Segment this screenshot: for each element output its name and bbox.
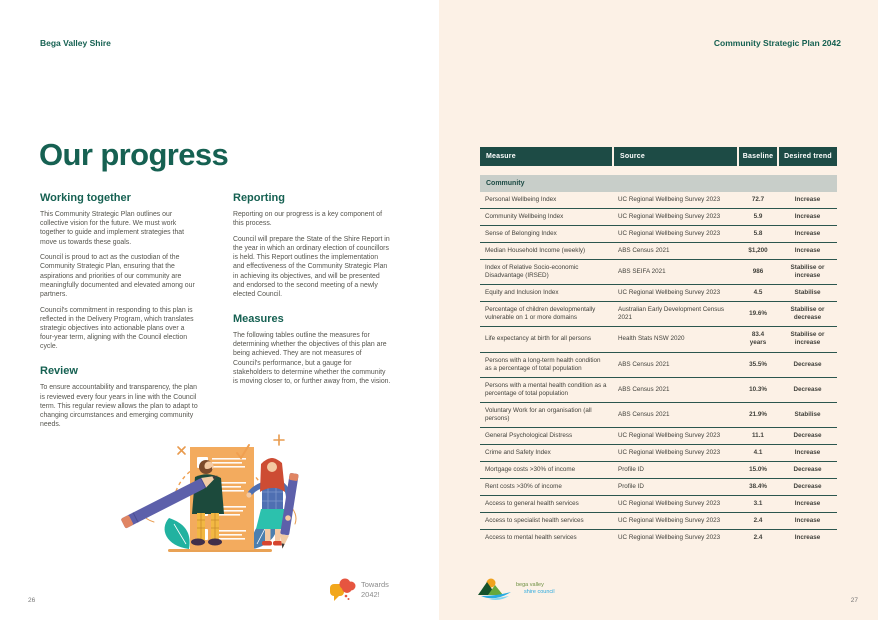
cell-source: Profile ID <box>613 478 738 495</box>
cell-baseline: $1,200 <box>738 243 778 260</box>
cell-measure: Median Household Income (weekly) <box>480 243 613 260</box>
cell-measure: General Psychological Distress <box>480 427 613 444</box>
cell-baseline: 35.5% <box>738 352 778 377</box>
cell-measure: Life expectancy at birth for all persons <box>480 327 613 352</box>
measures-table-body <box>480 166 837 546</box>
table-row <box>480 327 837 352</box>
council-logo-line2: shire council <box>524 589 555 595</box>
cell-source: UC Regional Wellbeing Survey 2023 <box>618 196 721 203</box>
cell-source: ABS Census 2021 <box>613 377 738 402</box>
table-row <box>480 243 837 260</box>
council-logo-line1: bega valley <box>516 582 544 589</box>
measures-table-wrap <box>480 147 837 546</box>
table-row <box>480 352 837 377</box>
table-row <box>480 427 837 444</box>
council-logo-text <box>516 582 555 596</box>
cell-trend: Increase <box>778 530 837 547</box>
cell-source: ABS Census 2021 <box>613 352 738 377</box>
cell-baseline: 5.8 <box>738 226 778 243</box>
cell-measure: Persons with a mental health condition as a percentage of total population <box>480 377 613 402</box>
section-reporting <box>233 192 391 299</box>
column-header-source: Source <box>613 147 738 166</box>
table-row <box>480 226 837 243</box>
cell-baseline: 83.4 years <box>738 327 778 352</box>
cell-baseline: 986 <box>738 260 778 285</box>
paragraph: Council is proud to act as the custodian of the Community Strategic Plan, ensuring that the aspirations and priorities of our community are meaningfully documented and elevated among our partners. <box>40 254 195 298</box>
cell-measure: Personal Wellbeing Index <box>485 196 557 203</box>
cell-source: UC Regional Wellbeing Survey 2023 <box>613 285 738 302</box>
cell-baseline: 2.4 <box>738 513 778 530</box>
paragraph: Council will prepare the State of the Shire Report in the year in which an ordinary election of councillors is held. This Report outlines the implementation and effectiveness of the Community Strategic Plan in achieving its objectives, and will be presented and endorsed to the second meeting of a newly elected Council. <box>233 235 390 298</box>
cell-trend: Decrease <box>778 461 837 478</box>
table-row <box>480 513 837 530</box>
cell-source: ABS Census 2021 <box>613 243 738 260</box>
cell-source: UC Regional Wellbeing Survey 2023 <box>613 530 738 547</box>
table-row <box>480 461 837 478</box>
cell-baseline: 15.0% <box>738 461 778 478</box>
cell-source: Profile ID <box>613 461 738 478</box>
column-1 <box>40 192 198 443</box>
table-row <box>480 495 837 512</box>
cell-measure: Community Wellbeing Index <box>480 209 613 226</box>
section-row-label: Community <box>480 175 837 192</box>
table-row <box>480 209 837 226</box>
cell-source: UC Regional Wellbeing Survey 2023 <box>613 427 738 444</box>
table-row <box>480 192 837 209</box>
column-2 <box>233 192 391 443</box>
cell-source: UC Regional Wellbeing Survey 2023 <box>613 226 738 243</box>
table-row <box>480 260 837 285</box>
cell-measure: Rent costs >30% of income <box>480 478 613 495</box>
table-row <box>480 377 837 402</box>
page-number-right: 27 <box>850 597 858 604</box>
table-row <box>480 444 837 461</box>
cell-source: UC Regional Wellbeing Survey 2023 <box>613 495 738 512</box>
paragraph: To ensure accountability and transparency, the plan is reviewed every four years in line with the Council term. This regular review allows the plan to adapt to changing circumstances and emerging community needs. <box>40 384 198 429</box>
spacer-row <box>480 166 837 175</box>
cell-source: UC Regional Wellbeing Survey 2023 <box>613 209 738 226</box>
column-header-measure: Measure <box>480 147 613 166</box>
cell-measure: Sense of Belonging Index <box>480 226 613 243</box>
cell-measure: Access to mental health services <box>480 530 613 547</box>
paragraph: Council's commitment in responding to this plan is reflected in the Delivery Program, which translates strategic objectives into actionable plans over a four-year term, aligning with the Council election cycle. <box>40 306 194 351</box>
cell-baseline: 38.4% <box>738 478 778 495</box>
page-number-left: 26 <box>28 597 36 604</box>
cell-trend: Decrease <box>778 427 837 444</box>
cell-trend: Stabilise or increase <box>778 260 837 285</box>
table-row <box>480 530 837 547</box>
cell-source: ABS Census 2021 <box>613 402 738 427</box>
cell-baseline: 5.9 <box>738 209 778 226</box>
cell-trend: Stabilise <box>778 285 837 302</box>
cell-measure: Persons with a long-term health condition as a percentage of total population <box>480 352 613 377</box>
brand-text: Bega Valley Shire <box>40 38 111 48</box>
cell-source: UC Regional Wellbeing Survey 2023 <box>613 444 738 461</box>
table-row <box>480 402 837 427</box>
table-row <box>480 478 837 495</box>
section-working-together <box>40 192 198 351</box>
cell-baseline: 11.1 <box>738 427 778 444</box>
paragraph: This Community Strategic Plan outlines our collective vision for the future. We must work together to guide and implement strategies that move us towards these goals. <box>40 211 185 246</box>
cell-baseline: 4.5 <box>738 285 778 302</box>
cell-trend: Increase <box>794 196 821 203</box>
towards-2042-icon <box>329 576 357 603</box>
cell-source: ABS SEIFA 2021 <box>613 260 738 285</box>
page-title: Our progress <box>39 137 229 172</box>
paragraph: Reporting on our progress is a key component of this process. <box>233 211 382 228</box>
text-columns <box>40 192 392 443</box>
cell-baseline: 3.1 <box>738 495 778 512</box>
cell-baseline: 72.7 <box>751 196 765 203</box>
section-heading: Review <box>40 365 78 378</box>
cell-measure: Equity and Inclusion Index <box>480 285 613 302</box>
cell-trend: Decrease <box>778 377 837 402</box>
towards-2042-logo <box>329 576 403 603</box>
council-logo-icon <box>477 575 513 603</box>
section-row-community <box>480 175 837 192</box>
cell-trend: Decrease <box>778 352 837 377</box>
cell-measure: Voluntary Work for an organisation (all persons) <box>480 402 613 427</box>
cell-baseline: 2.4 <box>738 530 778 547</box>
cell-measure: Percentage of children developmentally vulnerable on 1 or more domains <box>480 302 613 327</box>
cell-trend: Increase <box>778 495 837 512</box>
section-heading: Reporting <box>233 192 285 204</box>
cell-measure: Mortgage costs >30% of income <box>480 461 613 478</box>
cell-trend: Stabilise <box>778 402 837 427</box>
cell-source: UC Regional Wellbeing Survey 2023 <box>613 513 738 530</box>
cell-baseline: 19.6% <box>738 302 778 327</box>
cell-measure: Access to general health services <box>480 495 613 512</box>
table-row <box>480 302 837 327</box>
cell-trend: Stabilise or increase <box>778 327 837 352</box>
cell-trend: Decrease <box>778 478 837 495</box>
measures-table <box>480 147 837 546</box>
cell-measure: Access to specialist health services <box>480 513 613 530</box>
cell-trend: Increase <box>778 243 837 260</box>
cell-trend: Increase <box>778 209 837 226</box>
cell-baseline: 21.9% <box>738 402 778 427</box>
council-logo <box>477 575 555 603</box>
cell-trend: Increase <box>778 226 837 243</box>
cell-measure: Index of Relative Socio-economic Disadvantage (IRSED) <box>480 260 613 285</box>
cell-source: Australian Early Development Census 2021 <box>613 302 738 327</box>
paragraph: The following tables outline the measures for determining whether the objectives of this plan are being achieved. They are not measures of Council's performance, but a gauge for stakeholders to determine whether the community is moving closer to, or further away from, the vision. <box>233 332 391 385</box>
cell-baseline: 4.1 <box>738 444 778 461</box>
section-heading: Measures <box>233 313 284 326</box>
column-header-desired-trend: Desired trend <box>778 147 837 166</box>
running-header: Community Strategic Plan 2042 <box>713 38 841 48</box>
cell-measure: Crime and Safety Index <box>480 444 613 461</box>
table-row <box>480 285 837 302</box>
cell-baseline: 10.3% <box>738 377 778 402</box>
cell-trend: Increase <box>778 444 837 461</box>
section-measures <box>233 313 391 386</box>
towards-2042-label: Towards 2042! <box>361 580 389 599</box>
column-header-baseline: Baseline <box>738 147 778 166</box>
page-right <box>439 0 878 620</box>
table-header-row <box>480 147 837 166</box>
cell-source: Health Stats NSW 2020 <box>613 327 738 352</box>
cell-trend: Stabilise or decrease <box>778 302 837 327</box>
section-heading: Working together <box>40 192 131 204</box>
cell-trend: Increase <box>778 513 837 530</box>
checklist-people-illustration <box>112 420 327 572</box>
